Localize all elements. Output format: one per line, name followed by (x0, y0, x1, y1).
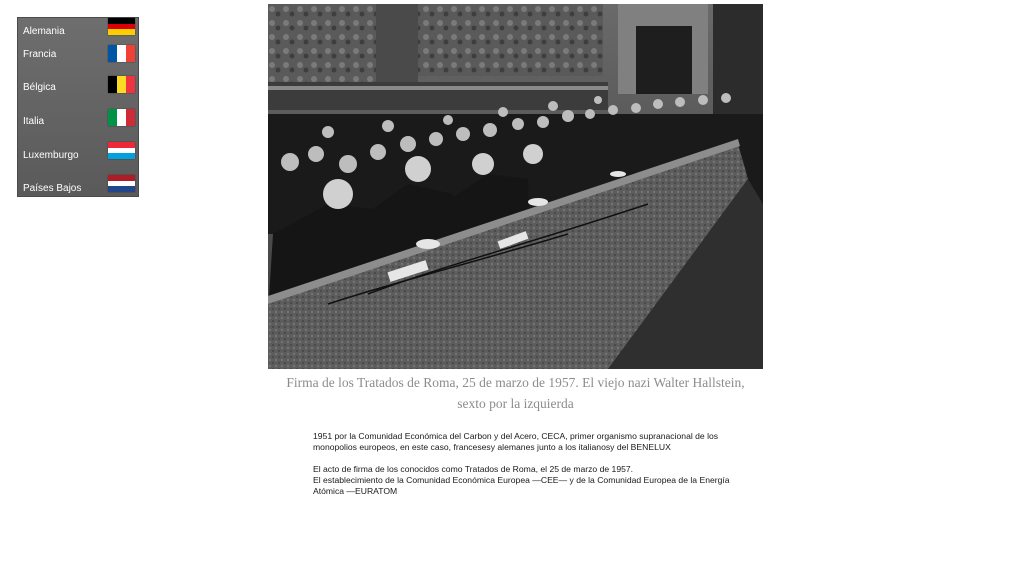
menu-item-label: Italia (23, 115, 45, 127)
france-flag-icon (108, 45, 135, 62)
menu-item-luxemburgo[interactable] (18, 142, 138, 168)
menu-item-label: Países Bajos (23, 182, 82, 194)
text-line: 1951 por la Comunidad Económica del Carbon y del Acero, CECA, primer organismo supranacional de los (313, 431, 719, 441)
photo-caption (268, 372, 763, 414)
netherlands-flag-icon (108, 175, 135, 192)
menu-item-label: Bélgica (23, 81, 56, 93)
caption-line: Firma de los Tratados de Roma, 25 de marzo de 1957. El viejo nazi Walter Hallstein, (286, 375, 745, 390)
text-line: monopolios europeos, en este caso, francesesy alemanes junto a los italianosy del BENELUX (313, 442, 671, 452)
text-line: Atómica —EURATOM (313, 486, 398, 496)
belgium-flag-icon (108, 76, 135, 93)
paragraph (313, 431, 793, 453)
menu-item-italia[interactable] (18, 108, 138, 134)
menu-item-francia[interactable] (18, 41, 138, 67)
menu-item-label: Luxemburgo (23, 149, 79, 161)
caption-line: sexto por la izquierda (457, 396, 574, 411)
luxembourg-flag-icon (108, 142, 135, 159)
text-line: El establecimiento de la Comunidad Económica Europea —CEE— y de la Comunidad Europea de la Energía (313, 475, 730, 485)
country-menu (17, 17, 139, 197)
treaty-signing-photo (268, 4, 763, 369)
germany-flag-icon (108, 18, 135, 35)
text-line: El acto de firma de los conocidos como Tratados de Roma, el 25 de marzo de 1957. (313, 464, 634, 474)
italy-flag-icon (108, 109, 135, 126)
menu-item-paises-bajos[interactable] (18, 175, 138, 201)
menu-item-belgica[interactable] (18, 74, 138, 100)
paragraph (313, 464, 793, 497)
menu-item-label: Alemania (23, 25, 65, 37)
menu-item-label: Francia (23, 48, 57, 60)
article-text (313, 431, 793, 508)
